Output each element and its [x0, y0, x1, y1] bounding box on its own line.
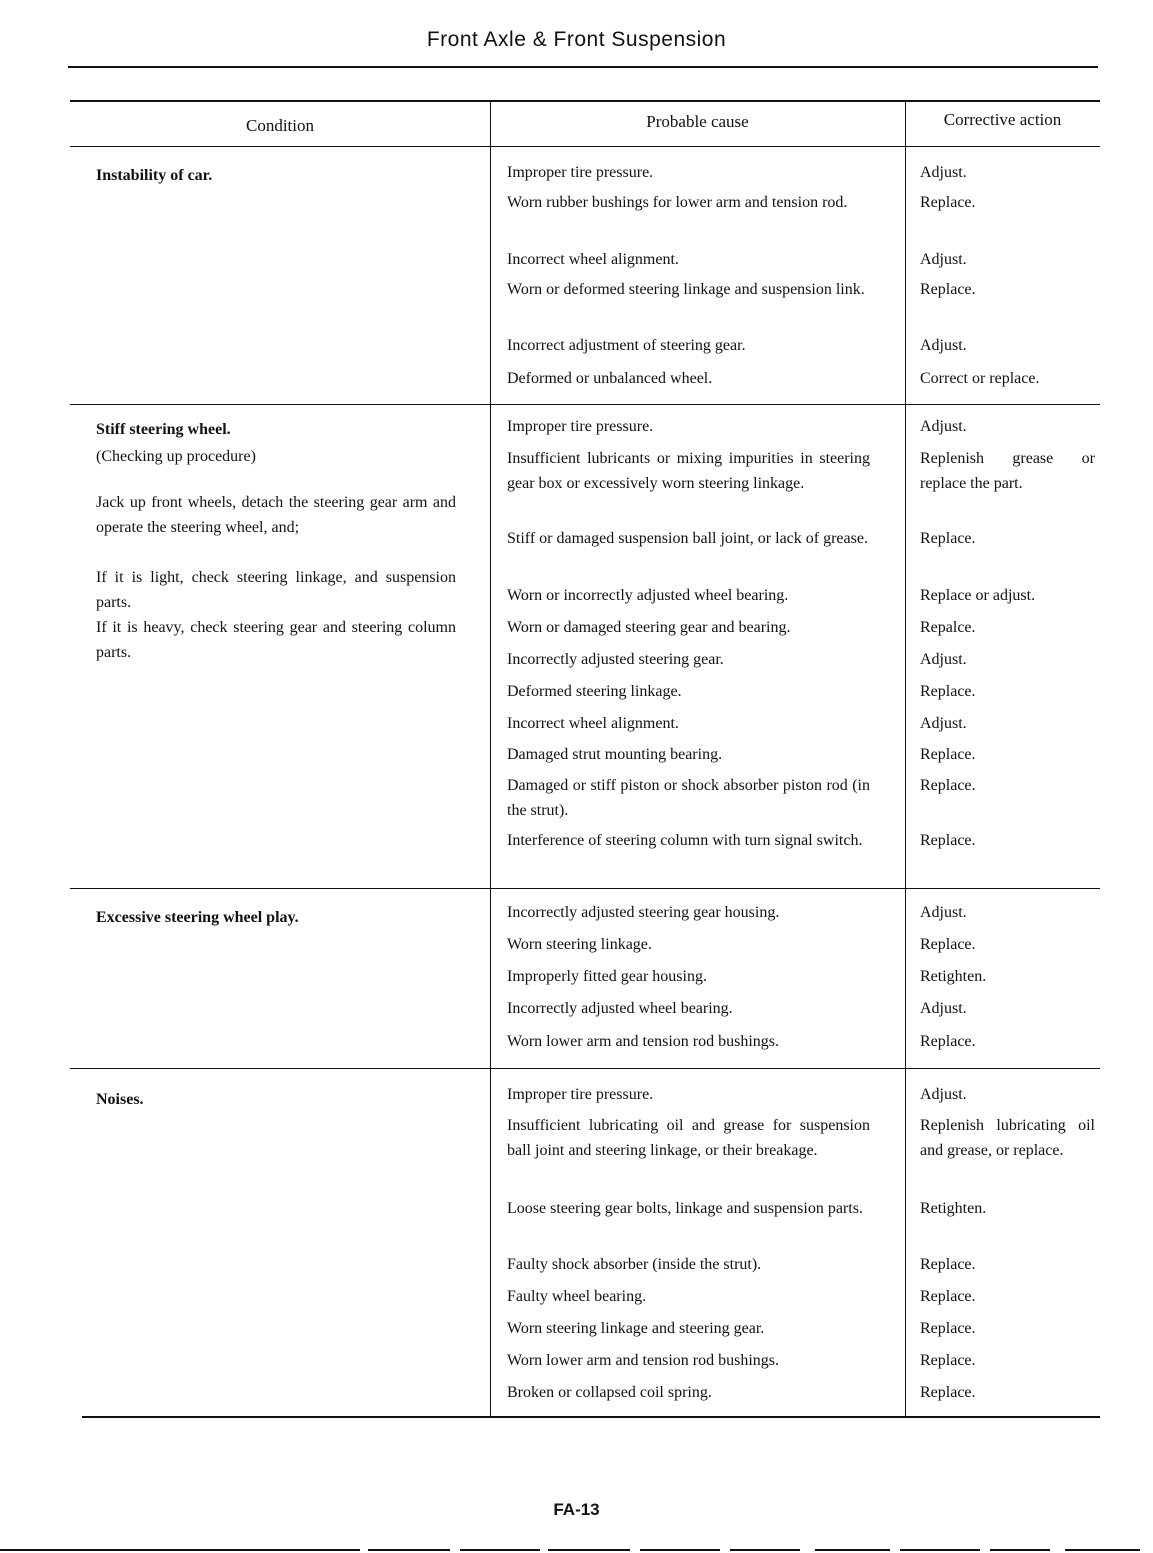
header-action: Corrective action: [943, 110, 1062, 129]
cause-text: Incorrect adjustment of steering gear.: [507, 337, 746, 354]
group-rule: [70, 888, 1100, 889]
footer-dash: [0, 1549, 360, 1551]
cause-text: Worn or damaged steering gear and bearing.: [507, 619, 791, 636]
header-cause: Probable cause: [646, 112, 749, 131]
footer-dash: [900, 1549, 980, 1551]
header-bottom-rule: [70, 146, 1100, 147]
action-text: Adjust.: [920, 337, 967, 354]
cause-text: Insufficient lubricants or mixing impurities in steering gear box or excessively worn steering linkage.: [507, 450, 870, 492]
header-rule: [68, 66, 1098, 68]
cause-text: Incorrect wheel alignment.: [507, 251, 679, 268]
cause-text: Incorrectly adjusted steering gear.: [507, 651, 724, 668]
cause-text: Damaged strut mounting bearing.: [507, 746, 723, 763]
condition-note: If it is light, check steering linkage, and suspension parts.: [96, 569, 456, 611]
cause-text: Worn rubber bushings for lower arm and tension rod.: [507, 194, 848, 211]
page-title: Front Axle & Front Suspension: [426, 28, 727, 51]
action-text: Retighten.: [920, 968, 987, 985]
cause-text: Incorrect wheel alignment.: [507, 715, 679, 732]
condition-note: Jack up front wheels, detach the steering gear arm and operate the steering wheel, and;: [96, 494, 456, 536]
cause-text: Worn lower arm and tension rod bushings.: [507, 1352, 779, 1369]
cause-text: Deformed steering linkage.: [507, 683, 682, 700]
cause-text: Deformed or unbalanced wheel.: [507, 370, 713, 387]
condition-note: If it is heavy, check steering gear and steering column parts.: [96, 619, 456, 661]
action-text: Replace or adjust.: [920, 587, 1036, 604]
action-text: Repalce.: [920, 619, 976, 636]
footer-dash: [460, 1549, 540, 1551]
action-text: Replace.: [920, 936, 976, 953]
action-text: Adjust.: [920, 418, 967, 435]
action-text: Adjust.: [920, 1000, 967, 1017]
footer-dash: [730, 1549, 800, 1551]
column-divider: [905, 404, 906, 888]
action-text: Replenish lubricating oil and grease, or replace.: [920, 1117, 1095, 1159]
footer-dash: [815, 1549, 890, 1551]
column-divider: [905, 146, 906, 404]
footer-dash: [368, 1549, 450, 1551]
action-text: Adjust.: [920, 1086, 967, 1103]
cause-text: Worn steering linkage.: [507, 936, 652, 953]
condition-title: Noises.: [96, 1091, 144, 1108]
column-divider: [905, 888, 906, 1068]
cause-text: Broken or collapsed coil spring.: [507, 1384, 712, 1401]
column-divider: [905, 100, 906, 146]
cause-text: Interference of steering column with turn signal switch.: [507, 832, 863, 849]
footer-dash: [640, 1549, 720, 1551]
condition-title: Stiff steering wheel.: [96, 421, 231, 438]
header-condition: Condition: [245, 116, 314, 135]
column-divider: [490, 404, 491, 888]
action-text: Replace.: [920, 1288, 976, 1305]
column-divider: [490, 100, 491, 146]
action-text: Replace.: [920, 1352, 976, 1369]
cause-text: Faulty shock absorber (inside the strut).: [507, 1256, 762, 1273]
group-rule: [70, 404, 1100, 405]
action-text: Retighten.: [920, 1200, 987, 1217]
action-text: Adjust.: [920, 251, 967, 268]
action-text: Replace.: [920, 1384, 976, 1401]
cause-text: Loose steering gear bolts, linkage and suspension parts.: [507, 1200, 863, 1217]
table-top-rule: [70, 100, 1100, 102]
cause-text: Incorrectly adjusted steering gear housing.: [507, 904, 780, 921]
cause-text: Faulty wheel bearing.: [507, 1288, 647, 1305]
page-number: FA-13: [553, 1500, 600, 1519]
action-text: Replace.: [920, 746, 976, 763]
condition-title: Instability of car.: [96, 167, 213, 184]
cause-text: Worn or incorrectly adjusted wheel bearing.: [507, 587, 789, 604]
condition-note: (Checking up procedure): [96, 448, 256, 465]
action-text: Adjust.: [920, 164, 967, 181]
column-divider: [490, 146, 491, 404]
footer-dash: [990, 1549, 1050, 1551]
cause-text: Improper tire pressure.: [507, 418, 654, 435]
group-rule: [82, 1416, 1100, 1418]
action-text: Adjust.: [920, 651, 967, 668]
action-text: Replace.: [920, 1256, 976, 1273]
action-text: Correct or replace.: [920, 370, 1040, 387]
action-text: Adjust.: [920, 904, 967, 921]
cause-text: Improper tire pressure.: [507, 1086, 654, 1103]
cause-text: Worn or deformed steering linkage and suspension link.: [507, 281, 865, 298]
cause-text: Improper tire pressure.: [507, 164, 654, 181]
action-text: Replace.: [920, 194, 976, 211]
action-text: Replace.: [920, 281, 976, 298]
action-text: Adjust.: [920, 715, 967, 732]
cause-text: Insufficient lubricating oil and grease for suspension ball joint and steering linkage, or their breakage.: [507, 1117, 870, 1159]
condition-title: Excessive steering wheel play.: [96, 909, 299, 926]
action-text: Replace.: [920, 530, 976, 547]
cause-text: Incorrectly adjusted wheel bearing.: [507, 1000, 733, 1017]
group-rule: [70, 1068, 1100, 1069]
column-divider: [490, 1068, 491, 1416]
action-text: Replace.: [920, 777, 976, 794]
cause-text: Improperly fitted gear housing.: [507, 968, 707, 985]
action-text: Replace.: [920, 683, 976, 700]
column-divider: [905, 1068, 906, 1416]
cause-text: Worn lower arm and tension rod bushings.: [507, 1033, 779, 1050]
action-text: Replace.: [920, 1320, 976, 1337]
footer-dash: [1065, 1549, 1140, 1551]
cause-text: Worn steering linkage and steering gear.: [507, 1320, 765, 1337]
action-text: Replace.: [920, 1033, 976, 1050]
footer-dash: [548, 1549, 630, 1551]
column-divider: [490, 888, 491, 1068]
action-text: Replace.: [920, 832, 976, 849]
cause-text: Damaged or stiff piston or shock absorber piston rod (in the strut).: [507, 777, 870, 819]
cause-text: Stiff or damaged suspension ball joint, or lack of grease.: [507, 530, 868, 547]
action-text: Replenish grease or replace the part.: [920, 450, 1095, 492]
